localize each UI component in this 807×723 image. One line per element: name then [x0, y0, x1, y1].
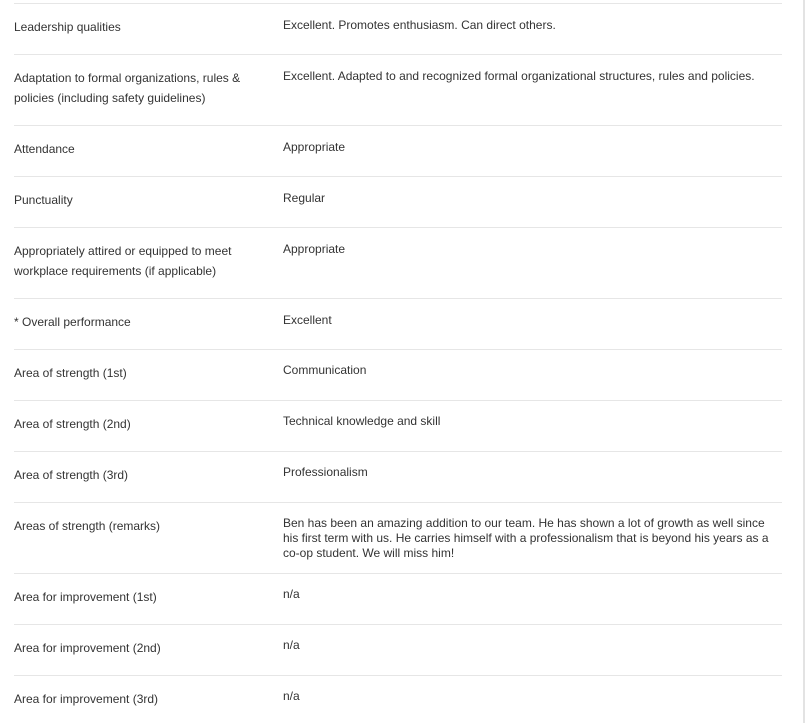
row-label: Adaptation to formal organizations, rules & policies (including safety guidelines): [14, 71, 241, 105]
row-label: Area for improvement (3rd): [14, 692, 159, 706]
table-row: [14, 350, 782, 401]
table-row: [14, 676, 782, 722]
row-value: n/a: [283, 587, 300, 601]
row-value: Ben has been an amazing addition to our team. He has shown a lot of growth as well since his first term with us. He carries himself with a professionalism that is beyond his years as a co-op student. We will miss him!: [283, 516, 769, 560]
row-value: Excellent: [283, 313, 332, 327]
table-row: [14, 55, 782, 126]
row-value: Excellent. Adapted to and recognized formal organizational structures, rules and policies.: [283, 69, 755, 83]
row-value: Appropriate: [283, 140, 346, 154]
row-value: Professionalism: [283, 465, 368, 479]
evaluation-table: [14, 3, 782, 722]
table-row: [14, 299, 782, 350]
table-row: [14, 401, 782, 452]
table-row: [14, 126, 782, 177]
row-value: Communication: [283, 363, 367, 377]
row-value: n/a: [283, 689, 300, 703]
row-label: Area for improvement (1st): [14, 590, 157, 604]
row-label: Area for improvement (2nd): [14, 641, 161, 655]
row-label: Areas of strength (remarks): [14, 519, 161, 533]
row-value: Appropriate: [283, 242, 346, 256]
table-row: [14, 452, 782, 503]
row-label: Attendance: [14, 142, 75, 156]
row-label: * Overall performance: [14, 315, 131, 329]
row-value: n/a: [283, 638, 300, 652]
table-row: [14, 574, 782, 625]
table-row: [14, 625, 782, 676]
row-label: Leadership qualities: [14, 20, 121, 34]
table-row: [14, 228, 782, 299]
row-label: Area of strength (1st): [14, 366, 127, 380]
table-row: [14, 503, 782, 574]
row-label: Area of strength (2nd): [14, 417, 131, 431]
row-value: Excellent. Promotes enthusiasm. Can direct others.: [283, 18, 556, 32]
row-label: Area of strength (3rd): [14, 468, 129, 482]
row-value: Regular: [283, 191, 326, 205]
table-row: [14, 4, 782, 55]
row-label: Appropriately attired or equipped to meet workplace requirements (if applicable): [14, 244, 232, 278]
row-label: Punctuality: [14, 193, 73, 207]
row-value: Technical knowledge and skill: [283, 414, 441, 428]
table-row: [14, 177, 782, 228]
